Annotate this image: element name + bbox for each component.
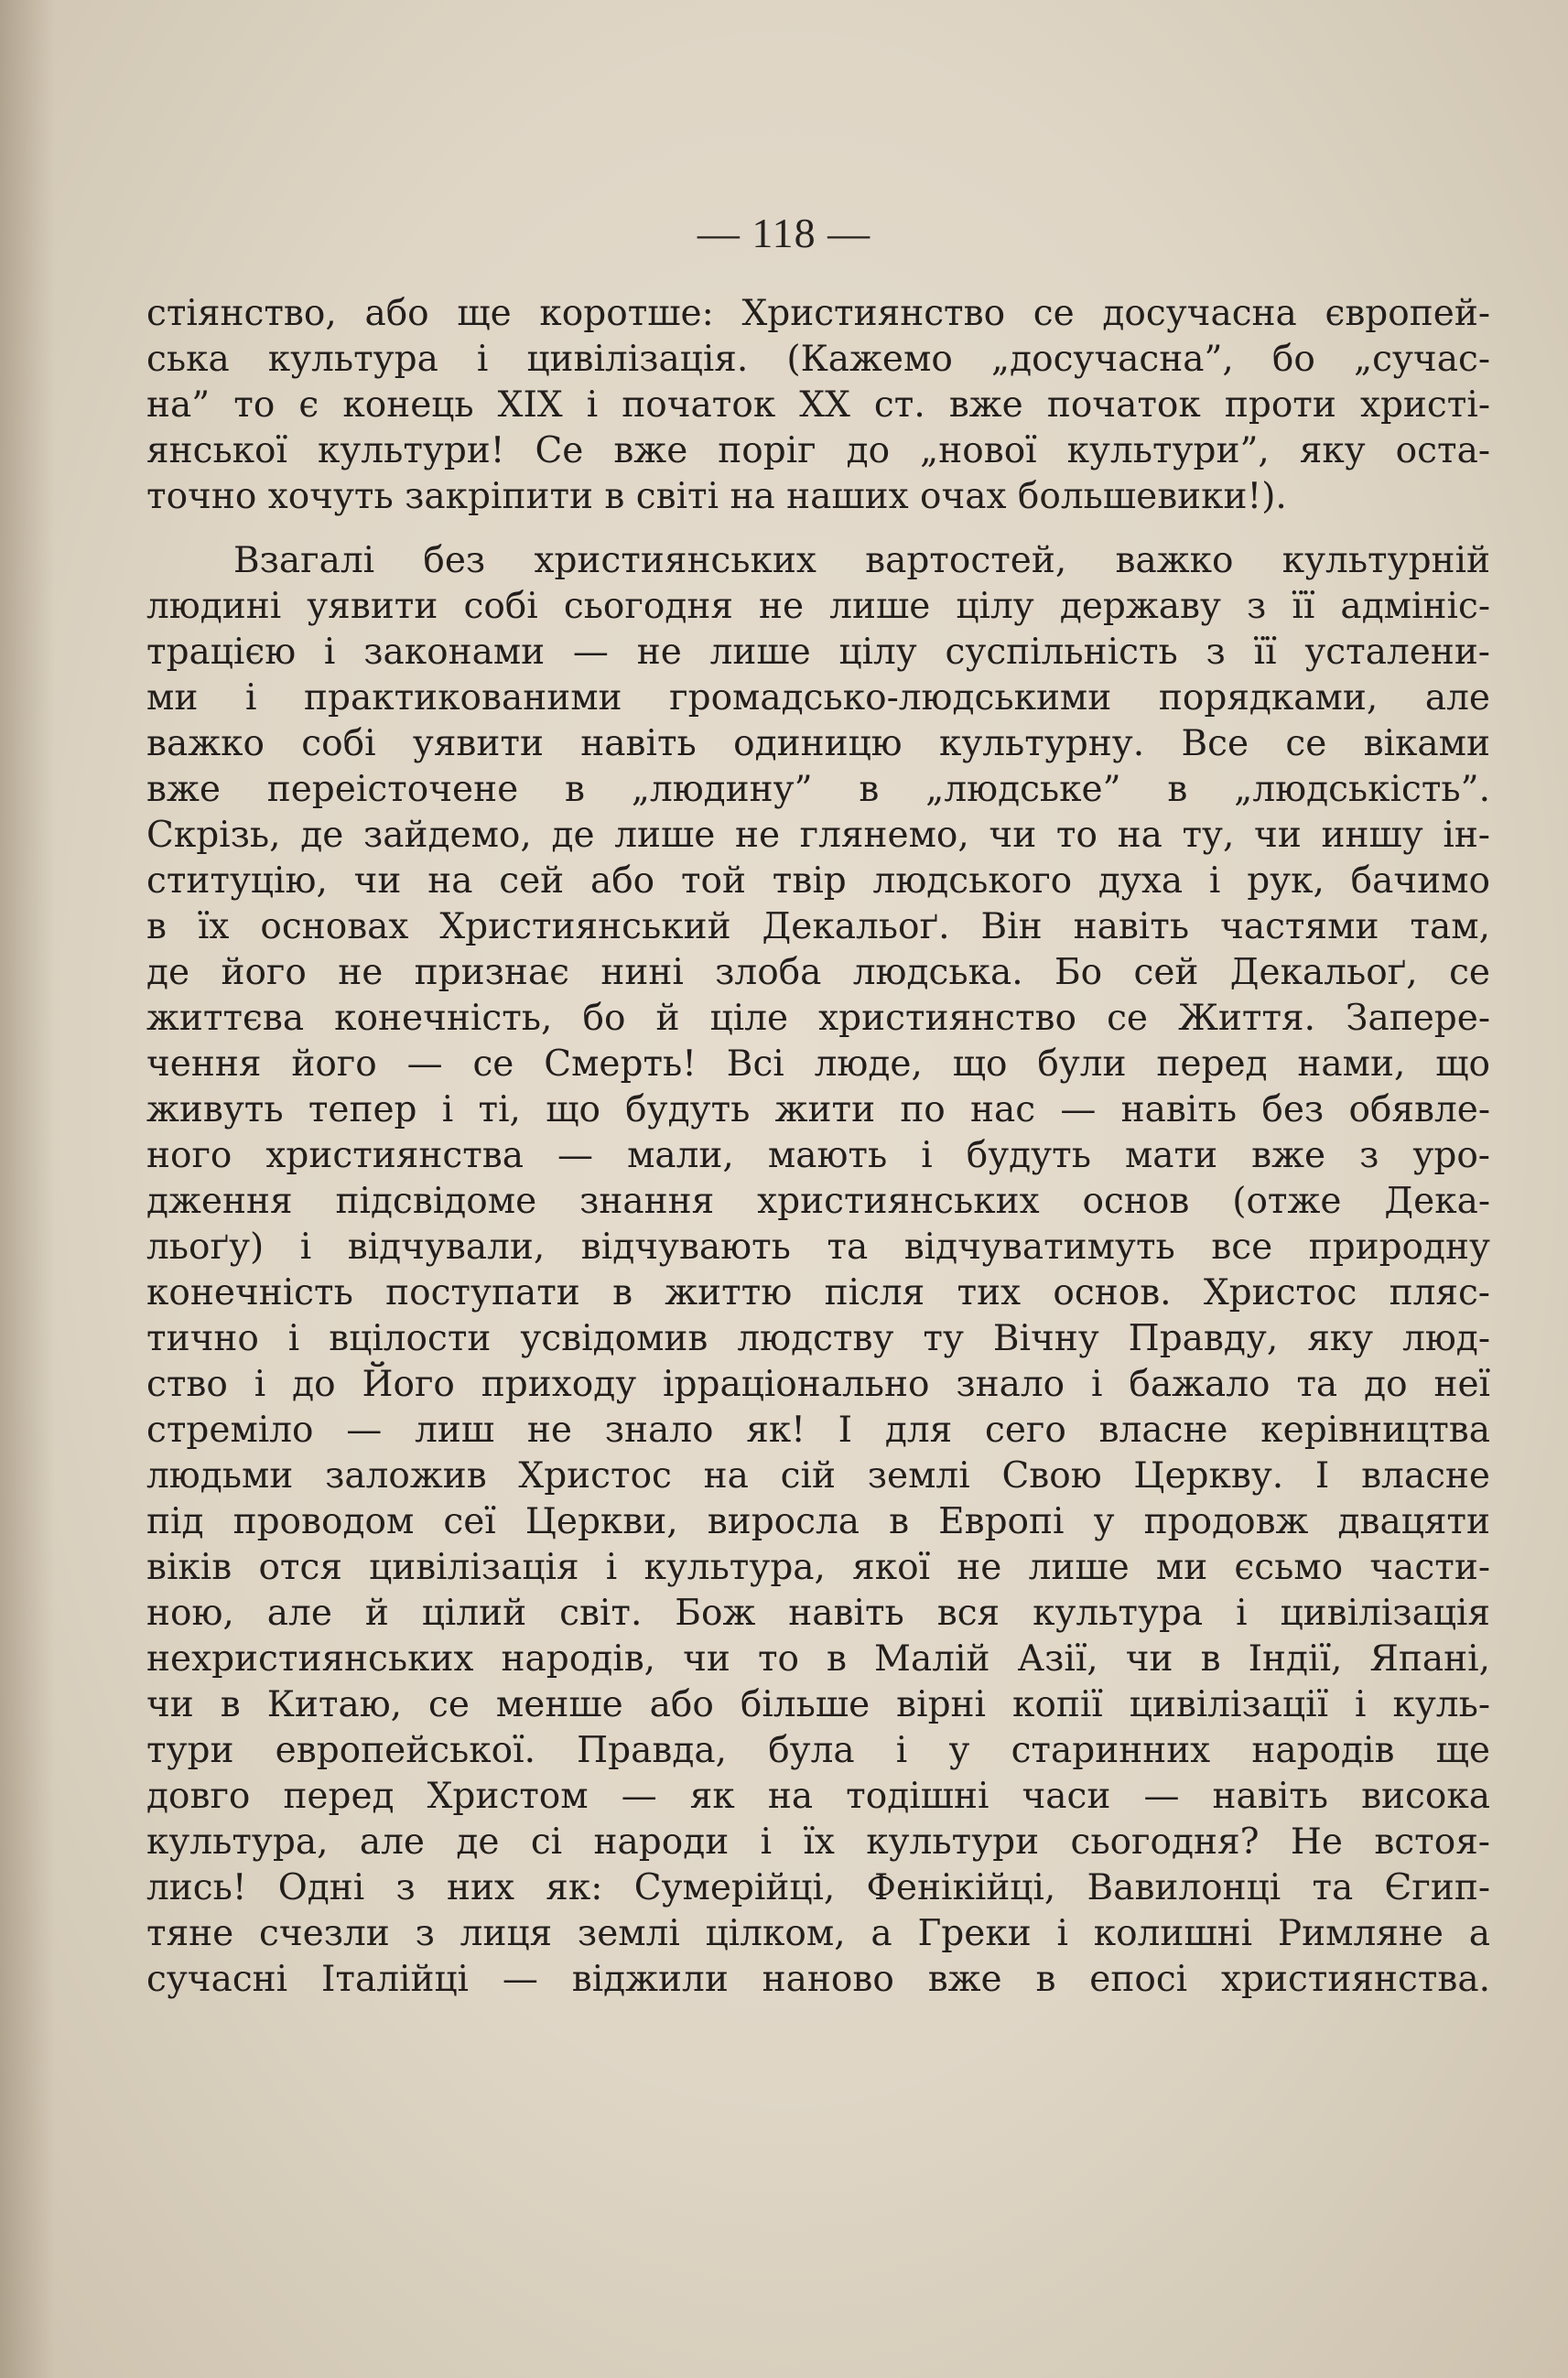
- text-line: льоґу) і відчували, відчувають та відчуватимуть все природну: [146, 1227, 1490, 1268]
- text-line: людині уявити собі сьогодня не лише цілу державу з її адмініс-: [146, 586, 1490, 627]
- text-line: тично і вцілости усвідомив людству ту Вічну Правду, яку люд-: [146, 1318, 1490, 1359]
- text-line: чення його — се Смерть! Всі люде, що були перед нами, що: [146, 1043, 1490, 1085]
- text-line: де його не признає нині злоба людська. Бо сей Декальоґ, се: [146, 952, 1490, 993]
- text-line: важко собі уявити навіть одиницю культурну. Все се віками: [146, 723, 1490, 764]
- text-line: людьми заложив Христос на сій землі Свою Церкву. І власне: [146, 1455, 1490, 1497]
- text-line: ство і до Його приходу ірраціонально знало і бажало та до неї: [146, 1364, 1490, 1405]
- text-line: ного християнства — мали, мають і будуть мати вже з уро-: [146, 1135, 1490, 1176]
- text-line: конечність поступати в життю після тих основ. Христос пляс-: [146, 1272, 1490, 1313]
- text-line: живуть тепер і ті, що будуть жити по нас — навіть без обявле-: [146, 1089, 1490, 1130]
- text-line: лись! Одні з них як: Сумерійці, Фенікійці, Вавилонці та Єгип-: [146, 1867, 1490, 1908]
- page-gutter-shadow: [0, 0, 55, 2378]
- text-line: точно хочуть закріпити в світі на наших очах большевики!).: [146, 476, 1287, 517]
- body-text: [146, 291, 1490, 2003]
- text-line: вже переісточене в „людину” в „людське” в „людськість”.: [146, 769, 1490, 810]
- text-line: тяне счезли з лиця землі цілком, а Греки і колишні Римляне а: [146, 1913, 1490, 1954]
- text-line: ська культура і цивілізація. (Кажемо „досучасна”, бо „сучас-: [146, 339, 1490, 380]
- text-line: культура, але де сі народи і їх культури сьогодня? Не встоя-: [146, 1821, 1490, 1863]
- text-line: Скрізь, де зайдемо, де лише не глянемо, чи то на ту, чи иншу ін-: [146, 815, 1490, 856]
- paragraph-2: [146, 538, 1490, 2003]
- text-line: трацією і законами — не лише цілу суспільність з її усталени-: [146, 632, 1490, 673]
- text-line: дження підсвідоме знання християнських основ (отже Дека-: [146, 1181, 1490, 1222]
- text-line: життєва конечність, бо й ціле християнство се Життя. Запере-: [146, 998, 1490, 1039]
- text-line: віків отся цивілізація і культура, якої не лише ми єсьмо части-: [146, 1547, 1490, 1588]
- text-line: під проводом сеї Церкви, виросла в Европі у продовж двацяти: [146, 1501, 1490, 1542]
- paragraph-1: [146, 291, 1490, 520]
- text-line: на” то є конець XIX і початок XX ст. вже початок проти христі-: [146, 384, 1490, 426]
- text-line: в їх основах Християнський Декальоґ. Він навіть частями там,: [146, 906, 1490, 947]
- paragraph-gap: [146, 520, 1490, 538]
- page-number: — 118 —: [697, 210, 871, 256]
- text-line: ною, але й цілий світ. Бож навіть вся культура і цивілізація: [146, 1593, 1490, 1634]
- text-line: стіянство, або ще коротше: Християнство се досучасна європей-: [146, 293, 1490, 334]
- text-line: тури европейської. Правда, була і у старинних народів ще: [146, 1730, 1490, 1771]
- text-line: сучасні Італійці — віджили наново вже в епосі християнства.: [146, 1959, 1490, 2000]
- text-line: стреміло — лиш не знало як! І для сего власне керівництва: [146, 1410, 1490, 1451]
- text-line: довго перед Христом — як на тодішні часи — навіть висока: [146, 1776, 1490, 1817]
- text-line: янської культури! Се вже поріг до „нової культури”, яку оста-: [146, 430, 1490, 471]
- text-line: Взагалі без християнських вартостей, важко культурній: [233, 540, 1490, 581]
- text-line: чи в Китаю, се менше або більше вірні копії цивілізації і куль-: [146, 1684, 1490, 1725]
- text-line: ми і практикованими громадсько-людськими порядками, але: [146, 677, 1490, 719]
- text-line: ституцію, чи на сей або той твір людського духа і рук, бачимо: [146, 860, 1490, 902]
- text-line: нехристиянських народів, чи то в Малій Азії, чи в Індії, Япані,: [146, 1638, 1490, 1680]
